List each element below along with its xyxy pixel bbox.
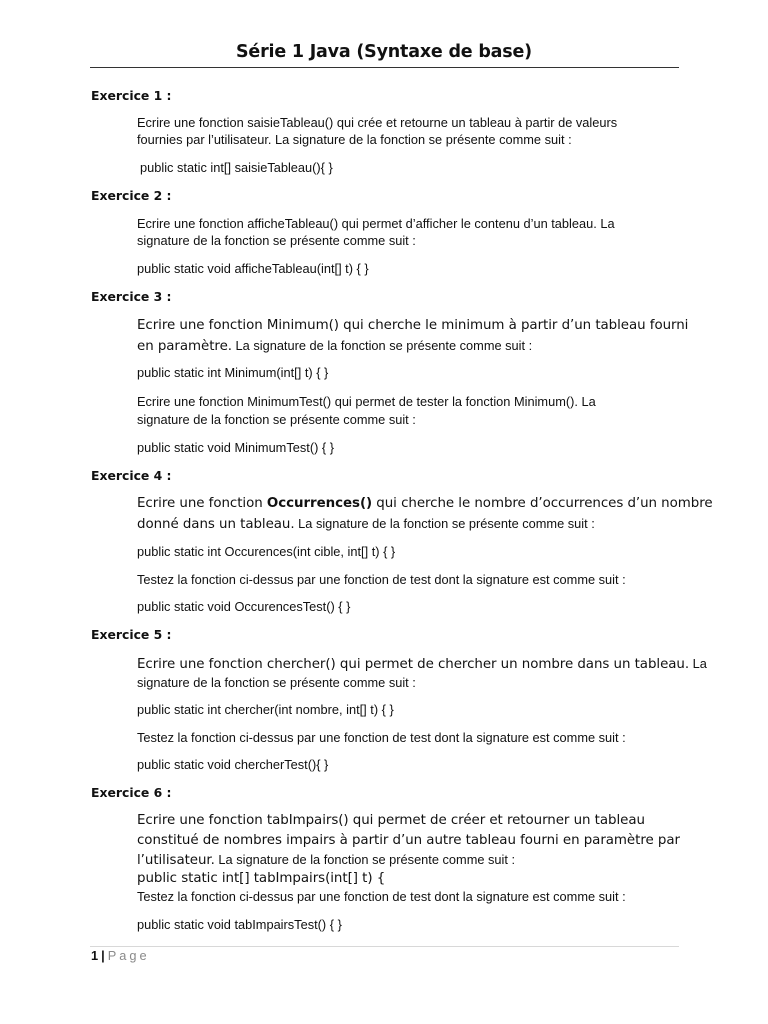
footer-separator: | <box>101 948 105 963</box>
exercise-1-code: public static int[] saisieTableau(){ } <box>140 160 333 175</box>
exercise-3-line-2 <box>137 337 532 356</box>
exercise-4-line-1-part-c: qui cherche le nombre d’occurrences d’un nombre <box>372 496 713 511</box>
exercise-2-line-1: Ecrire une fonction afficheTableau() qui permet d’afficher le contenu d’un tableau. La <box>137 216 615 231</box>
exercise-2-heading: Exercice 2 : <box>91 188 172 203</box>
exercise-6-heading: Exercice 6 : <box>91 785 172 800</box>
page-number: 1 <box>91 948 99 963</box>
exercise-3-code-2: public static void MinimumTest() { } <box>137 440 334 455</box>
exercise-5-line-1 <box>137 655 707 674</box>
exercise-1-heading: Exercice 1 : <box>91 88 172 103</box>
exercise-3-line-4: signature de la fonction se présente comme suit : <box>137 412 416 427</box>
exercise-4-heading: Exercice 4 : <box>91 468 172 483</box>
exercise-6-line-3-part-a: l’utilisateur. <box>137 853 215 868</box>
exercise-6-line-2: constitué de nombres impairs à partir d’un autre tableau fourni en paramètre par <box>137 833 680 848</box>
exercise-6-code-1: public static int[] tabImpairs(int[] t) { <box>137 871 386 886</box>
exercise-5-line-1-part-b: La <box>689 656 707 671</box>
exercise-6-line-3 <box>137 851 515 870</box>
page-footer <box>91 948 150 964</box>
exercise-2-code: public static void afficheTableau(int[] t) { } <box>137 261 369 276</box>
exercise-3-line-2-part-a: en paramètre. <box>137 339 232 354</box>
exercise-5-heading: Exercice 5 : <box>91 627 172 642</box>
exercise-4-line-2 <box>137 515 595 534</box>
exercise-6-line-1: Ecrire une fonction tabImpairs() qui permet de créer et retourner un tableau <box>137 813 645 828</box>
exercise-2-line-2: signature de la fonction se présente comme suit : <box>137 233 416 248</box>
exercise-6-line-4: Testez la fonction ci-dessus par une fonction de test dont la signature est comme suit : <box>137 889 626 904</box>
exercise-4-line-2-part-b: La signature de la fonction se présente comme suit : <box>294 516 595 531</box>
exercise-5-code-1: public static int chercher(int nombre, int[] t) { } <box>137 702 394 717</box>
exercise-6-code-2: public static void tabImpairsTest() { } <box>137 917 342 932</box>
exercise-4-code-2: public static void OccurencesTest() { } <box>137 599 351 614</box>
exercise-5-code-2: public static void chercherTest(){ } <box>137 757 329 772</box>
exercise-4-line-1-part-a: Ecrire une fonction <box>137 496 267 511</box>
exercise-4-code-1: public static int Occurences(int cible, int[] t) { } <box>137 544 396 559</box>
exercise-3-line-1: Ecrire une fonction Minimum() qui cherche le minimum à partir d’un tableau fourni <box>137 318 689 333</box>
exercise-4-line-2-part-a: donné dans un tableau. <box>137 517 295 532</box>
exercise-1-line-2: fournies par l’utilisateur. La signature de la fonction se présente comme suit : <box>137 132 572 147</box>
title-underline <box>90 67 679 68</box>
exercise-4-line-3: Testez la fonction ci-dessus par une fonction de test dont la signature est comme suit : <box>137 572 626 587</box>
exercise-3-code-1: public static int Minimum(int[] t) { } <box>137 365 329 380</box>
exercise-3-line-2-part-b: La signature de la fonction se présente comme suit : <box>232 338 533 353</box>
document-title: Série 1 Java (Syntaxe de base) <box>236 42 532 62</box>
exercise-4-line-1 <box>137 495 713 513</box>
exercise-6-line-3-part-b: La signature de la fonction se présente comme suit : <box>214 852 516 867</box>
exercise-3-heading: Exercice 3 : <box>91 289 172 304</box>
exercise-5-line-2: signature de la fonction se présente comme suit : <box>137 675 416 690</box>
footer-rule <box>90 946 679 947</box>
exercise-5-line-3: Testez la fonction ci-dessus par une fonction de test dont la signature est comme suit : <box>137 730 626 745</box>
exercise-3-line-3: Ecrire une fonction MinimumTest() qui permet de tester la fonction Minimum(). La <box>137 394 596 409</box>
exercise-5-line-1-part-a: Ecrire une fonction chercher() qui permet de chercher un nombre dans un tableau. <box>137 657 690 672</box>
exercise-1-line-1: Ecrire une fonction saisieTableau() qui crée et retourne un tableau à partir de valeurs <box>137 115 618 130</box>
page-label: Page <box>107 948 150 963</box>
exercise-4-function-name: Occurrences() <box>266 496 373 511</box>
